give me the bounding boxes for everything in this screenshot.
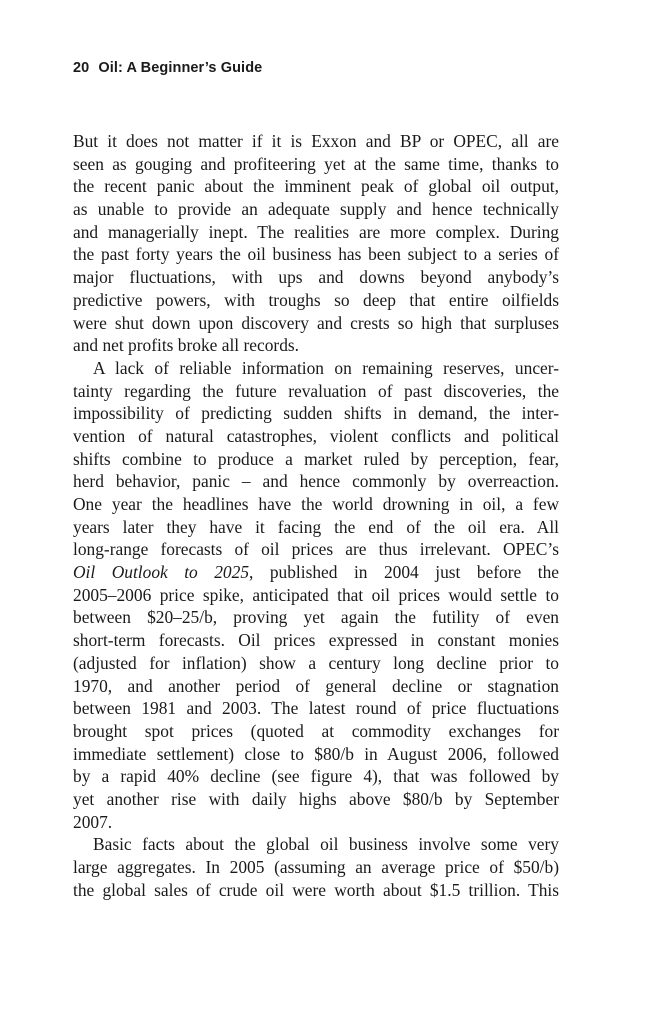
text-line: yet another rise with daily highs above $80/b by September	[73, 788, 559, 809]
text-line: One year the headlines have the world drowning in oil, a few	[73, 494, 559, 514]
paragraph-3	[73, 833, 559, 901]
text-line: (adjusted for inflation) show a century long decline prior to	[73, 652, 559, 673]
text-line: were shut down upon discovery and crests so high that surpluses	[73, 312, 559, 333]
text-line: 2007.	[73, 811, 113, 832]
text-line: years later they have it facing the end of the oil era. All	[73, 516, 559, 537]
text-line: 1970, and another period of general decline or stagnation	[73, 675, 559, 696]
text-line: large aggregates. In 2005 (assuming an average price of $50/b)	[73, 857, 559, 877]
text-line: the past forty years the oil business has been subject to a series of	[73, 244, 559, 265]
text-line: and net profits broke all records.	[73, 335, 300, 356]
page-number: 20	[73, 60, 90, 76]
text-line: by a rapid 40% decline (see figure 4), that was followed by	[73, 766, 559, 787]
text-line: 2005–2006 price spike, anticipated that oil prices would settle to	[73, 584, 559, 605]
text-line: short-term forecasts. Oil prices expressed in constant monies	[73, 630, 559, 651]
text-line: impossibility of predicting sudden shifts in demand, the inter-	[73, 403, 559, 424]
text-line: between $20–25/b, proving yet again the futility of even	[73, 607, 559, 628]
paragraph-2	[73, 357, 559, 833]
running-head	[73, 60, 262, 76]
text-line: long-range forecasts of oil prices are thus irrelevant. OPEC’s	[73, 539, 559, 560]
text-line: herd behavior, panic – and hence commonly by overreaction.	[73, 471, 559, 492]
text-line: as unable to provide an adequate supply and hence technically	[73, 199, 559, 220]
text-line: But it does not matter if it is Exxon and BP or OPEC, all are	[73, 131, 559, 151]
text-line	[73, 561, 559, 584]
text-line: and managerially inept. The realities are more complex. During	[73, 221, 559, 242]
text-line: brought spot prices (quoted at commodity exchanges for	[73, 720, 559, 741]
text-line-rest: , published in 2004 just before the	[249, 562, 559, 583]
text-line: major fluctuations, with ups and downs beyond anybody’s	[73, 267, 559, 288]
book-title-italic: Oil Outlook to 2025	[73, 562, 250, 583]
text-line: seen as gouging and profiteering yet at the same time, thanks to	[73, 153, 559, 174]
body-text	[73, 130, 559, 901]
paragraph-1	[73, 130, 559, 357]
text-line: between 1981 and 2003. The latest round of price fluctuations	[73, 698, 559, 719]
text-line: Basic facts about the global oil business involve some very	[93, 834, 559, 855]
text-line: predictive powers, with troughs so deep that entire oilfields	[73, 289, 559, 310]
text-line: the global sales of crude oil were worth about $1.5 trillion. This	[73, 879, 559, 900]
text-line: tainty regarding the future revaluation of past discoveries, the	[73, 380, 559, 401]
text-line: A lack of reliable information on remaining reserves, uncer-	[93, 357, 559, 378]
text-line: immediate settlement) close to $80/b in August 2006, followed	[73, 743, 559, 764]
book-title: Oil: A Beginner’s Guide	[98, 60, 263, 76]
text-line: the recent panic about the imminent peak of global oil output,	[73, 176, 559, 197]
text-line: shifts combine to produce a market ruled by perception, fear,	[73, 448, 559, 469]
text-line: vention of natural catastrophes, violent conflicts and political	[73, 425, 559, 446]
